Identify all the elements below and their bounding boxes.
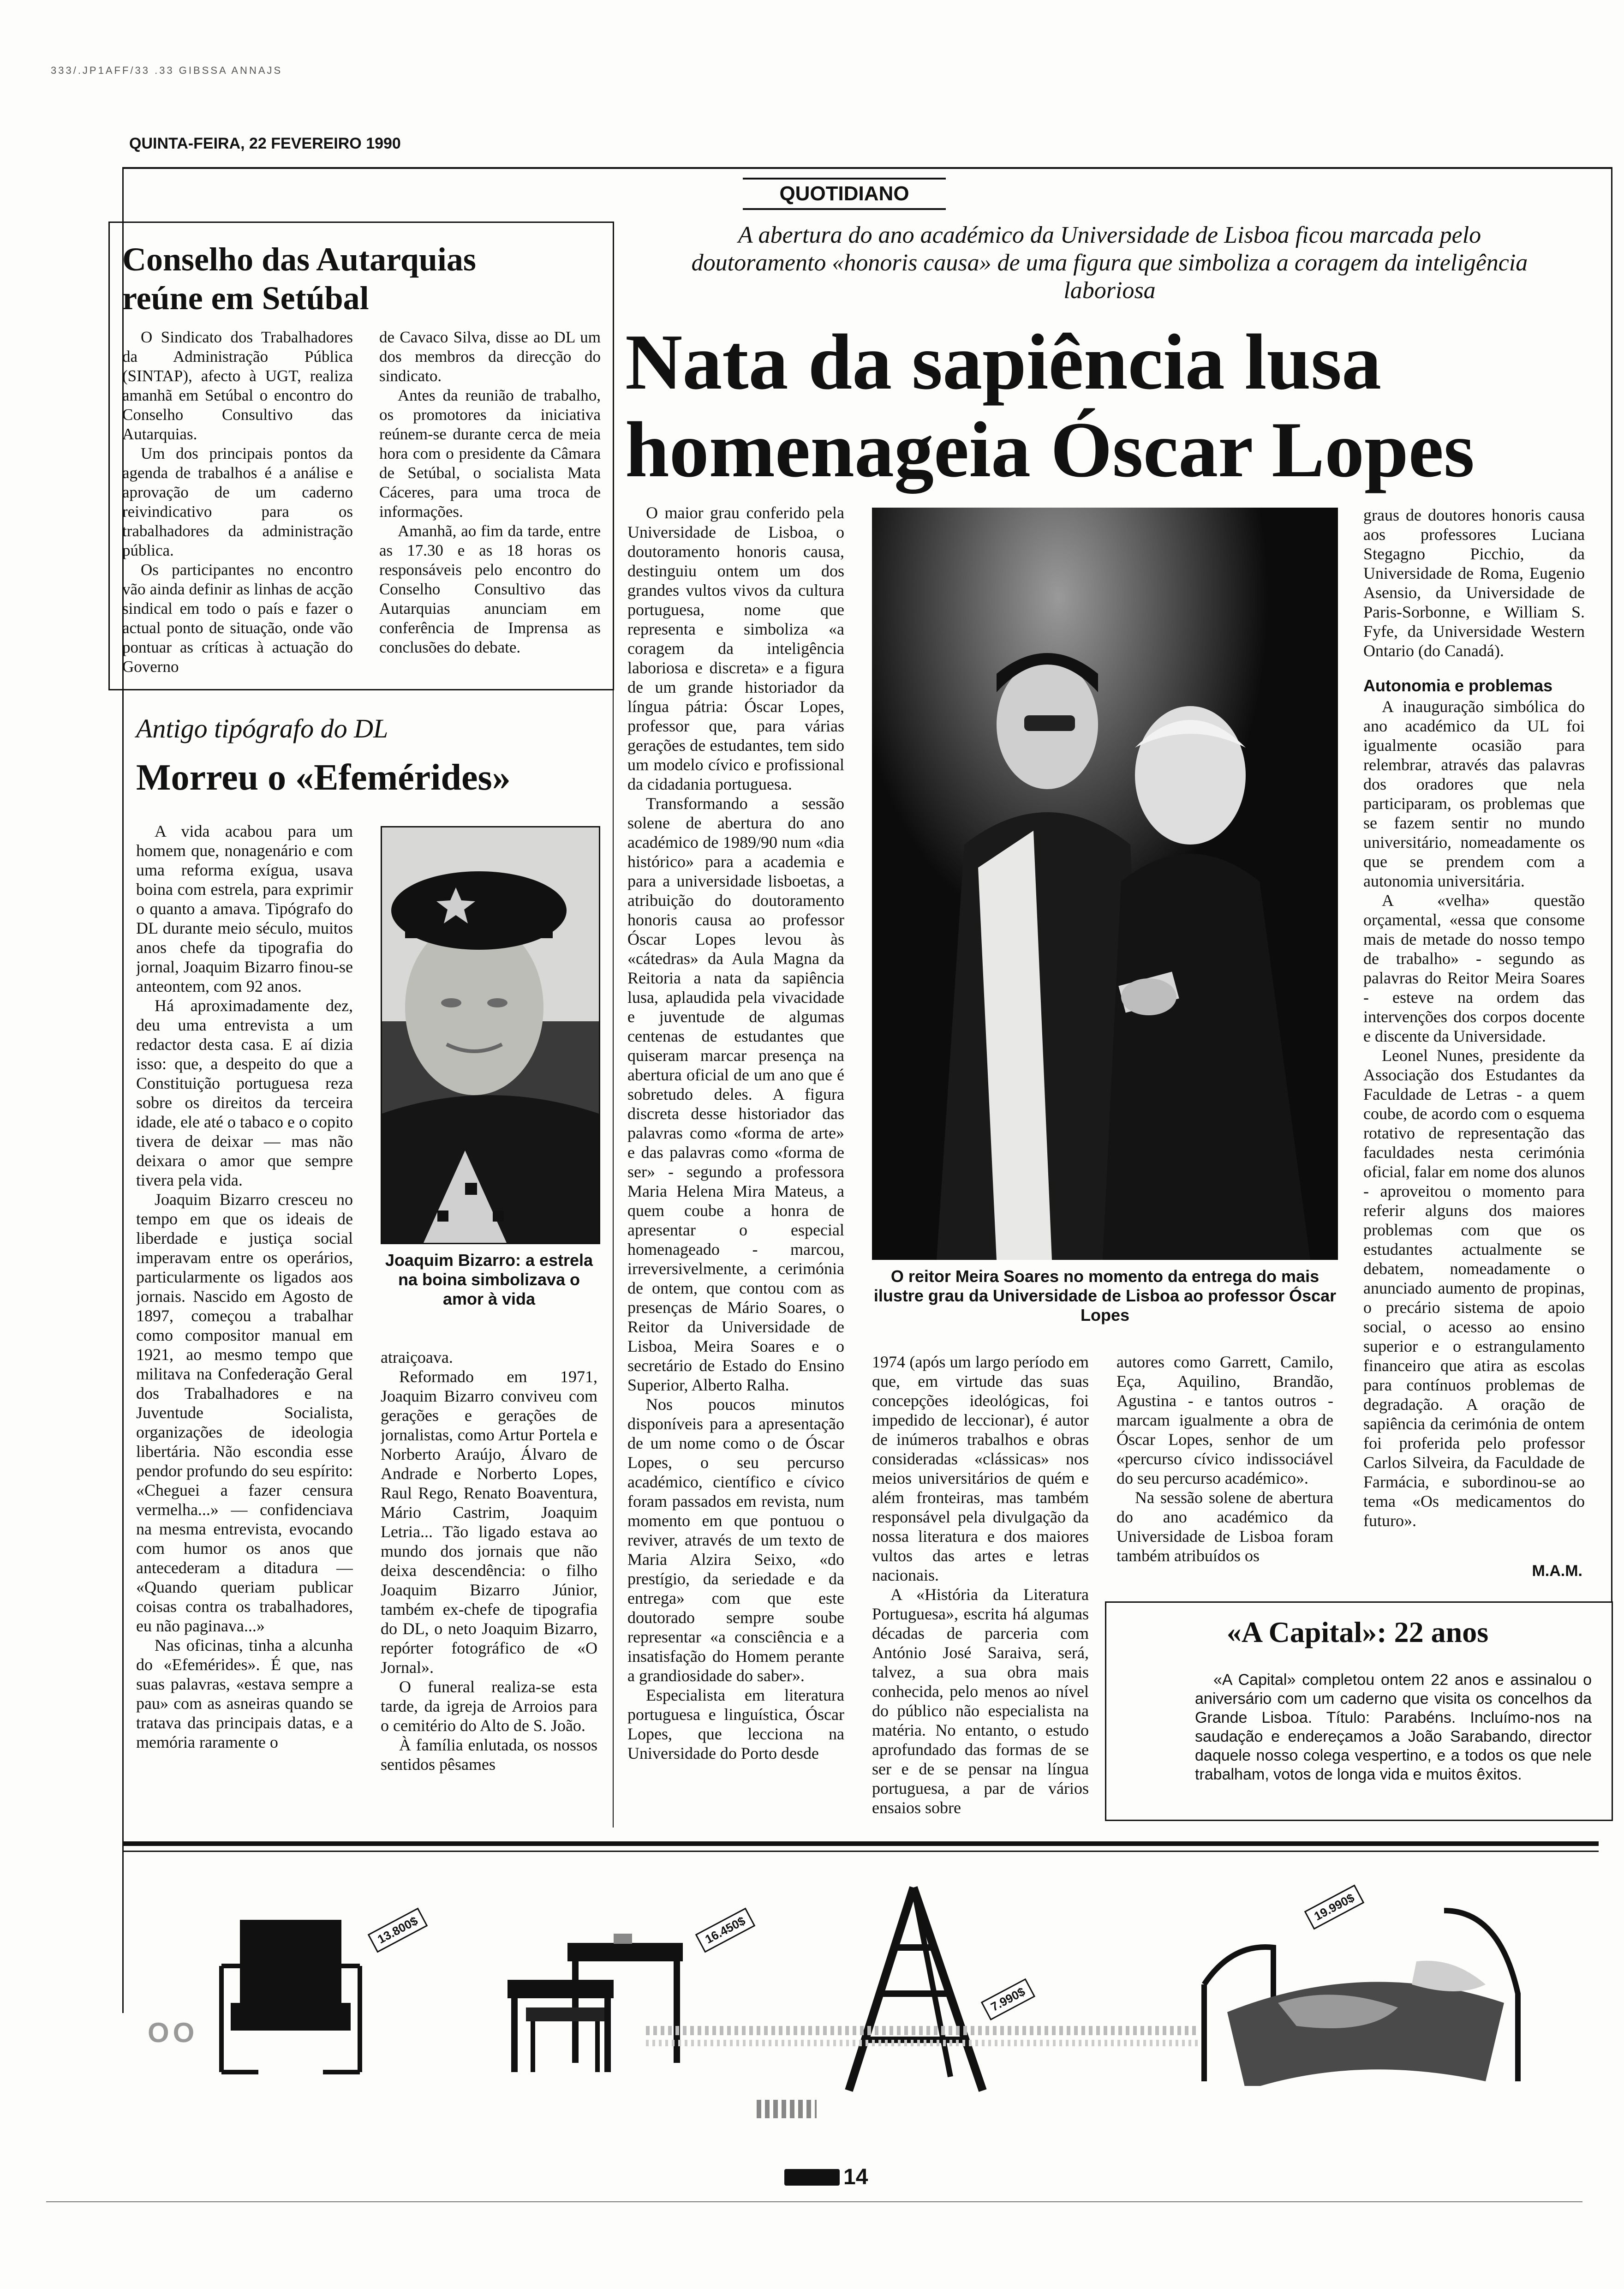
paragraph: A vida acabou para um homem que, nonagenário e com uma reforma exígua, usava boina com estrela, para exprimir o quanto a amava. Tipógrafo do DL durante meio século, muitos anos chefe da tipografia do jornal, Joaquim Bizarro finou-se anteontem, com 92 anos. bbox=[136, 822, 353, 995]
conselho-title-line1: Conselho das Autarquias bbox=[122, 241, 476, 278]
paragraph: Antes da reunião de trabalho, os promotores da iniciativa reúnem-se durante cerca de meia hora com o presidente da Câmara de Setúbal, o socialista Mata Cáceres, para uma troca de informações. bbox=[379, 386, 601, 521]
price-tag: 13.800$ bbox=[368, 1908, 428, 1953]
paragraph: Há aproximadamente dez, deu uma entrevista a um redactor desta casa. E aí dizia isso: que, a despeito do que a Constituição portuguesa reza sobre os direitos da terceira idade, ele até o tabaco e o copito tivera de deixar — mas não deixara o amor que sempre tivera pela vida. bbox=[136, 996, 353, 1189]
column-divider bbox=[613, 688, 614, 1828]
paragraph: Joaquim Bizarro cresceu no tempo em que os ideais de liberdade e justiça social imperavam entre os operários, particularmente os ligados aos jornais. Nascido em Agosto de 1897, começou a trabalhar como compositor manual em 1921, ao mesmo tempo que militava na Confederação Geral dos Trabalhadores e na Juventude Socialista, organizações de ideologia libertária. Não escondia esse pendor profundo do seu espírito: «Cheguei a fazer censura vermelha...» — confidenciava na mesma entrevista, evocando com humor os anos que antecederam a ditadura — «Quando queriam publicar coisas contra os trabalhadores, eu não paginava...» bbox=[136, 1190, 353, 1635]
ad-faint-strip bbox=[646, 2040, 1200, 2046]
paragraph: Os participantes no encontro vão ainda definir as linhas de acção sindical em todo o país e fazer o actual ponto de situação, onde vão pontuar as críticas à actuação do Governo bbox=[122, 561, 353, 676]
ad-faint-logo bbox=[757, 2100, 817, 2118]
main-column-3 bbox=[1116, 1352, 1333, 1583]
ceremony-illustration bbox=[872, 508, 1338, 1260]
main-deck: A abertura do ano académico da Universidade de Lisboa ficou marcada pelo doutoramento «honoris causa» de uma figura que simboliza a coragem da inteligência laboriosa bbox=[691, 222, 1528, 304]
main-column-2 bbox=[872, 1352, 1089, 1818]
paragraph: A inauguração simbólica do ano académico da UL foi igualmente ocasião para relembrar, através das palavras dos oradores que nela participaram, os problemas que se fazem sentir no mundo universitário, nomeadamente os que se prendem com a autonomia universitária. bbox=[1363, 697, 1585, 890]
price-tag: 19.990$ bbox=[1304, 1885, 1365, 1930]
section-label: QUOTIDIANO bbox=[743, 178, 946, 210]
portrait-illustration bbox=[382, 827, 599, 1243]
logo-icon bbox=[784, 2169, 840, 2186]
header-rule bbox=[122, 167, 1612, 169]
paragraph: Nos poucos minutos disponíveis para a apresentação de um nome como o de Óscar Lopes, o seu percurso académico, científico e cívico foram passados em revista, num momento em que pontuou o reviver, através de um texto de Maria Alzira Seixo, «do prestígio, da seriedade e da entrega» com que este doutorado sempre soube representar «a consciência e a insatisfação do Homem perante a grandiosidade do saber». bbox=[627, 1395, 844, 1685]
capital-title: «A Capital»: 22 anos bbox=[1226, 1616, 1489, 1648]
price-tag: 7.990$ bbox=[981, 1978, 1035, 2020]
conselho-column-1 bbox=[122, 328, 353, 683]
main-column-1 bbox=[627, 503, 844, 1814]
portrait-caption: Joaquim Bizarro: a estrela na boina simbolizava o amor à vida bbox=[385, 1251, 593, 1308]
paragraph: Amanhã, ao fim da tarde, entre as 17.30 e as 18 horas os responsáveis pelo encontro do Conselho Consultivo das Autarquias anunciam em conferência de Imprensa as conclusões do debate. bbox=[379, 522, 601, 656]
paragraph: Leonel Nunes, presidente da Associação dos Estudantes da Faculdade de Letras - a quem coube, de acordo com o esquema rotativo de representação das faculdades nesta cerimónia oficial, falar em nome dos alunos - aproveitou o momento para referir alguns dos maiores problemas com que os estudantes actualmente se debatem, nomeadamente o anunciado aumento de propinas, o precário sistema de apoio social, o acesso ao ensino superior e o estrangulamento financeiro que atira as escolas para contínuos problemas de degradação. A oração de sapiência da cerimónia de ontem foi proferida pelo professor Carlos Silveira, da Faculdade de Farmácia, e subordinou-se ao tema «Os medicamentos do futuro». bbox=[1363, 1046, 1585, 1530]
ad-top-rule bbox=[122, 1841, 1599, 1846]
step-ladder-illustration bbox=[840, 1883, 992, 2095]
headline-line1: Nata da sapiência lusa bbox=[625, 318, 1382, 406]
efemerides-title: Morreu o «Efemérides» bbox=[136, 757, 511, 798]
footer-rule bbox=[46, 2201, 1582, 2202]
paragraph: Na sessão solene de abertura do ano académico da Universidade de Lisboa foram também atribuídos os bbox=[1116, 1488, 1333, 1565]
price-tag: 16.450$ bbox=[695, 1908, 756, 1953]
autonomia-subhead: Autonomia e problemas bbox=[1363, 676, 1553, 695]
headline-line2: homenageia Óscar Lopes bbox=[625, 406, 1475, 494]
main-column-4-bottom bbox=[1363, 697, 1585, 1555]
page-number-text: 14 bbox=[843, 2165, 868, 2189]
paragraph: autores como Garrett, Camilo, Eça, Aquilino, Brandão, Agustina - e tantos outros - marcam igualmente a obra de Óscar Lopes, senhor de um «percurso cívico indissociável do seu percurso académico». bbox=[1116, 1353, 1333, 1487]
ad-partial-logo: OO bbox=[148, 2017, 198, 2048]
conselho-title-line2: reúne em Setúbal bbox=[122, 280, 369, 317]
scan-code: 333/.JP1AFF/33 .33 GIBSSA ANNAJS bbox=[51, 65, 283, 76]
efemerides-column-1 bbox=[136, 821, 353, 1814]
paragraph: Nas oficinas, tinha a alcunha do «Efemérides». É que, nas suas palavras, «estava sempre a pau» com as asneiras quando se tratava das principais datas, e a memória raramente o bbox=[136, 1636, 353, 1751]
efemerides-column-2 bbox=[381, 1348, 597, 1814]
paragraph: Especialista em literatura portuguesa e linguística, Óscar Lopes, que lecciona na Universidade do Porto desde bbox=[627, 1686, 844, 1762]
conselho-column-2 bbox=[379, 328, 601, 683]
main-column-4-top bbox=[1363, 505, 1585, 671]
byline: M.A.M. bbox=[1532, 1562, 1582, 1580]
conselho-title bbox=[122, 240, 602, 318]
paragraph: Transformando a sessão solene de abertura do ano académico de 1989/90 num «dia histórico» para a academia e para a universidade lisboetas, a atribuição do doutoramento honoris causa ao professor Óscar Lopes levou às «cátedras» da Aula Magna da Reitoria a nata da sapiência lusa, aplaudida pela vivacidade e juventude de algumas centenas de estudantes que quiseram marcar presença na abertura oficial de um ano que é sobretudo deles. A figura discreta desse historiador das palavras como «forma de arte» e das palavras como «forma de ser» - segundo a professora Maria Helena Mira Mateus, a quem coube a honra de apresentar o especial homenageado - marcou, irreversivelmente, a cerimónia de ontem, que contou com as presenças de Mário Soares, o Reitor da Universidade de Lisboa, Meira Soares e o secretário de Estado do Ensino Superior, Alberto Ralha. bbox=[627, 794, 844, 1394]
ceremony-caption: O reitor Meira Soares no momento da entrega do mais ilustre grau da Universidade de Lisboa ao professor Óscar Lopes bbox=[873, 1267, 1337, 1324]
ad-faint-strip bbox=[646, 2026, 1200, 2035]
paragraph: «A Capital» completou ontem 22 anos e assinalou o aniversário com um caderno que visita os concelhos da Grande Lisboa. Título: Parabéns. Incluímo-nos na saudação e endereçamos a João Sarabando, director daquele nosso colega vespertino, e a todos os que nele trabalham, votos de longa vida e muitos êxitos. bbox=[1195, 1671, 1592, 1783]
paragraph: O maior grau conferido pela Universidade de Lisboa, o doutoramento honoris causa, destinguiu ontem um dos grandes vultos vivos da cultura portuguesa, nome que representa e simboliza «a coragem da inteligência laboriosa e discreta» e a figura de um grande historiador da língua pátria: Óscar Lopes, professor que, para várias gerações de estudantes, tem sido um modelo cívico e profissional da cidadania portuguesa. bbox=[627, 503, 844, 793]
paragraph: O Sindicato dos Trabalhadores da Administração Pública (SINTAP), afecto à UGT, realiza amanhã em Setúbal o encontro do Conselho Consultivo das Autarquias. bbox=[122, 328, 353, 443]
paragraph: de Cavaco Silva, disse ao DL um dos membros da direcção do sindicato. bbox=[379, 328, 601, 385]
paragraph: Um dos principais pontos da agenda de trabalhos é a análise e aprovação de um caderno reivindicativo para os trabalhadores da administração pública. bbox=[122, 444, 353, 559]
paragraph: O funeral realiza-se esta tarde, da igreja de Arroios para o cemitério do Alto de S. João. bbox=[381, 1678, 597, 1735]
ceremony-photo bbox=[872, 508, 1338, 1260]
paragraph: À família enlutada, os nossos sentidos pêsames bbox=[381, 1736, 597, 1774]
page-number bbox=[784, 2164, 868, 2190]
paragraph: graus de doutores honoris causa aos professores Luciana Stegagno Picchio, da Universidade de Roma, Eugenio Asensio, da Universidade de Paris-Sorbonne, e William S. Fyfe, da Universidade Western Ontario (do Canadá). bbox=[1363, 506, 1585, 660]
nesting-tables-illustration bbox=[498, 1934, 701, 2081]
bed-illustration bbox=[1186, 1892, 1527, 2086]
paragraph: Reformado em 1971, Joaquim Bizarro conviveu com gerações e gerações de jornalistas, como Artur Portela e Norberto Araújo, Álvaro de Andrade e Norberto Lopes, Raul Rego, Renato Boaventura, Mário Castrim, Joaquim Letria... Tão ligado estava ao mundo dos jornais que não deixa descendência: o filho Joaquim Bizarro Júnior, também ex-chefe de tipografia do DL, o neto Joaquim Bizarro, repórter fotográfico de «O Jornal». bbox=[381, 1367, 597, 1677]
efemerides-kicker: Antigo tipógrafo do DL bbox=[136, 713, 388, 743]
armchair-illustration bbox=[198, 1911, 383, 2086]
frame-right-rule bbox=[1611, 167, 1612, 1741]
capital-body bbox=[1195, 1671, 1592, 1809]
issue-date: QUINTA-FEIRA, 22 FEVEREIRO 1990 bbox=[129, 135, 401, 152]
ad-top-rule-thin bbox=[122, 1851, 1599, 1852]
paragraph: A «velha» questão orçamental, «essa que consome mais de metade do nosso tempo de trabalho» - segundo as palavras do Reitor Meira Soares - esteve na ordem das intervenções dos corpos docente e discente da Universidade. bbox=[1363, 891, 1585, 1045]
portrait-photo bbox=[381, 826, 600, 1244]
paragraph: 1974 (após um largo período em que, em virtude das suas concepções ideológicas, foi impedido de leccionar), é autor de inúmeros trabalhos e obras consideradas «clássicas» nos meios universitários de quém e além fronteiras, mas também responsável pela divulgação da nossa literatura e dos maiores vultos das artes e letras nacionais. bbox=[872, 1353, 1089, 1584]
paragraph: A «História da Literatura Portuguesa», escrita há algumas décadas de parceria com António José Saraiva, será, talvez, a sua obra mais conhecida, pelo menos ao nível do público não especialista na matéria. No entanto, o estudo aprofundado das formas de se ser e de se pensar na língua portuguesa, a par de vários ensaios sobre bbox=[872, 1585, 1089, 1817]
main-headline bbox=[625, 318, 1608, 494]
paragraph: atraiçoava. bbox=[381, 1348, 453, 1366]
